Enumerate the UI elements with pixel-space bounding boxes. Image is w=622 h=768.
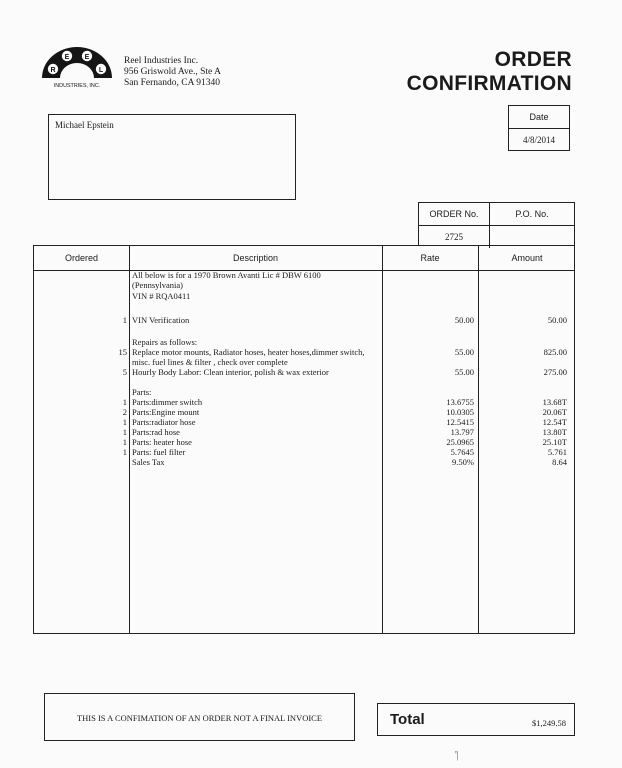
logo-letter-e1: E bbox=[64, 54, 70, 61]
table-row: 5 Hourly Body Labor: Clean interior, polish & wax exterior 55.00 275.00 bbox=[122, 367, 567, 377]
document-title-line2: CONFIRMATION bbox=[406, 72, 572, 95]
table-row: Sales Tax 9.50% 8.64 bbox=[132, 457, 567, 467]
company-address bbox=[124, 56, 221, 89]
document-title-line1: ORDER bbox=[494, 48, 572, 71]
column-header-rate: Rate bbox=[420, 253, 440, 263]
date-value: 4/8/2014 bbox=[522, 135, 555, 145]
logo-letter-e2: E bbox=[84, 54, 90, 61]
table-row: 1 Parts: heater hose 25.0965 25.10T bbox=[122, 437, 567, 447]
company-city: San Fernando, CA 91340 bbox=[124, 78, 221, 88]
order-no-label: ORDER No. bbox=[419, 203, 490, 225]
column-header-description: Description bbox=[232, 253, 279, 263]
table-row: misc. fuel lines & filter , check over complete bbox=[132, 357, 288, 367]
scan-mark: '| bbox=[455, 750, 459, 761]
logo-letter-r: R bbox=[50, 67, 56, 74]
line-items-table bbox=[33, 245, 575, 634]
order-number-box bbox=[418, 202, 575, 246]
table-row: 1 Parts:dimmer switch 13.6755 13.68T bbox=[122, 397, 567, 407]
date-box bbox=[508, 105, 570, 151]
table-row: Repairs as follows: bbox=[132, 337, 198, 347]
table-row: VIN # RQA0411 bbox=[132, 291, 191, 301]
table-row: 1 Parts:radiator hose 12.5415 12.54T bbox=[122, 417, 567, 427]
table-row: 2 Parts:Engine mount 10.0305 20.06T bbox=[122, 407, 567, 417]
document-title bbox=[402, 48, 572, 96]
total-value: $1,249.58 bbox=[532, 718, 566, 728]
company-name: Reel Industries Inc. bbox=[124, 56, 199, 66]
total-box bbox=[377, 703, 575, 736]
logo-subtext: INDUSTRIES, INC. bbox=[53, 83, 101, 89]
table-row: Parts: bbox=[132, 387, 152, 397]
table-row: (Pennsylvania) bbox=[132, 280, 183, 290]
order-no-value: 2725 bbox=[419, 226, 490, 248]
company-street: 956 Griswold Ave., Ste A bbox=[124, 67, 221, 77]
table-row: 1 VIN Verification 50.00 50.00 bbox=[122, 315, 567, 325]
logo-letter-l: L bbox=[98, 67, 104, 74]
column-header-amount: Amount bbox=[511, 253, 543, 263]
table-row: 15 Replace motor mounts, Radiator hoses, heater hoses,dimmer switch, 55.00 825.00 bbox=[118, 347, 567, 357]
table-row: All below is for a 1970 Brown Avanti Lic # DBW 6100 bbox=[132, 270, 321, 280]
table-row: 1 Parts: fuel filter 5.7645 5.761 bbox=[122, 447, 567, 457]
date-label: Date bbox=[509, 106, 569, 129]
column-header-ordered: Ordered bbox=[64, 253, 99, 263]
po-no-label: P.O. No. bbox=[515, 209, 549, 219]
customer-address-box bbox=[48, 114, 296, 200]
company-logo bbox=[38, 44, 116, 90]
confirmation-notice: THIS IS A CONFIMATION OF AN ORDER NOT A FINAL INVOICE bbox=[44, 693, 355, 741]
customer-name: Michael Epstein bbox=[55, 120, 114, 130]
table-row: 1 Parts:rad hose 13.797 13.80T bbox=[122, 427, 567, 437]
total-label: Total bbox=[390, 711, 425, 728]
